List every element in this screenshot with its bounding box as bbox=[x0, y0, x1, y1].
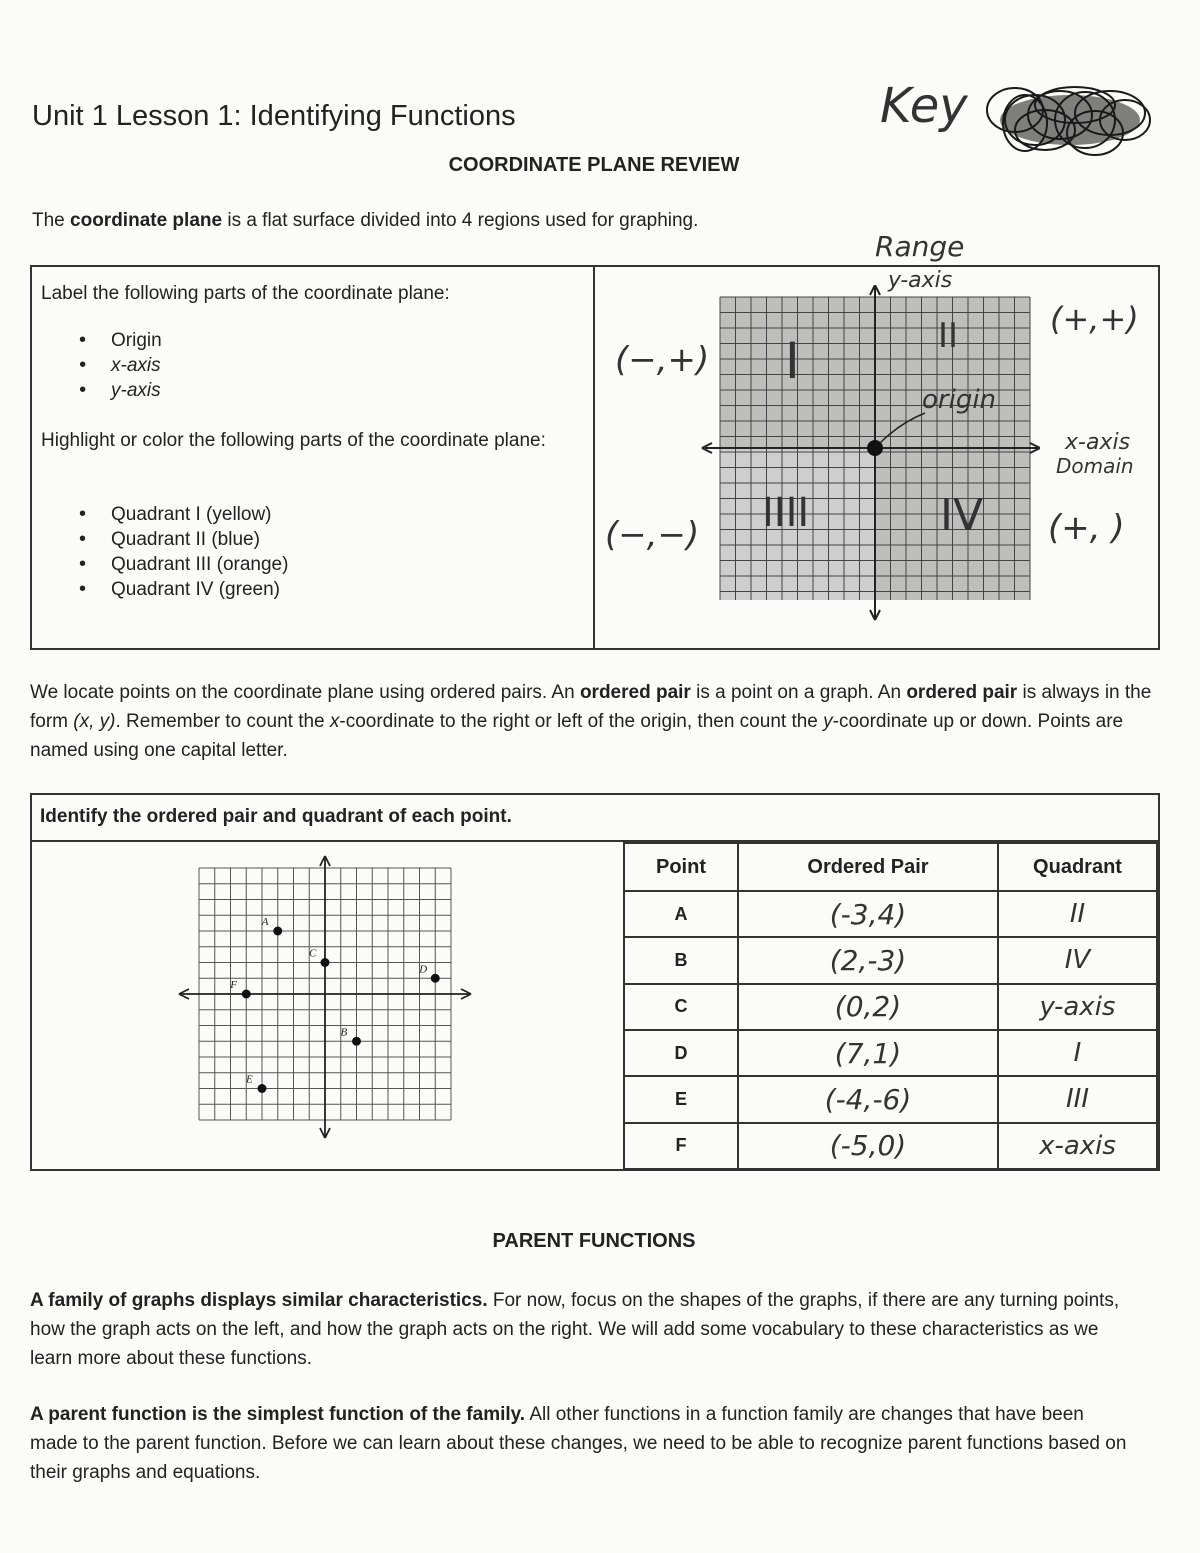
numeral-q2: I bbox=[785, 332, 800, 390]
graph-point-e bbox=[258, 1084, 267, 1093]
box-divider bbox=[593, 265, 595, 650]
point-cell: B bbox=[624, 937, 738, 983]
quadrant-cell: x-axis bbox=[998, 1123, 1157, 1169]
key-note: Key bbox=[880, 78, 968, 134]
quadrant-cell: III bbox=[998, 1076, 1157, 1122]
graph-point-label: D bbox=[419, 963, 428, 976]
list-item: • Quadrant III (orange) bbox=[41, 552, 288, 577]
pair-cell: (-5,0) bbox=[738, 1123, 998, 1169]
list-item: • Quadrant I (yellow) bbox=[41, 502, 288, 527]
identify-points-title: Identify the ordered pair and quadrant of each point. bbox=[40, 806, 512, 827]
numeral-q1: II bbox=[938, 316, 959, 356]
table-row bbox=[624, 1076, 1157, 1122]
point-cell: F bbox=[624, 1123, 738, 1169]
graph-point-label: E bbox=[246, 1073, 253, 1086]
pair-cell: (7,1) bbox=[738, 1030, 998, 1076]
pair-cell: (-4,-6) bbox=[738, 1076, 998, 1122]
q1-sign-note: (+,+) bbox=[1050, 300, 1139, 338]
table-row bbox=[624, 891, 1157, 937]
graph-point-a bbox=[273, 927, 282, 936]
point-cell: D bbox=[624, 1030, 738, 1076]
table-row bbox=[624, 984, 1157, 1030]
list-item: • Quadrant IV (green) bbox=[41, 577, 288, 602]
label-list bbox=[41, 328, 162, 403]
graph-point-label: F bbox=[230, 979, 237, 991]
graph-point-f bbox=[242, 990, 251, 999]
point-cell: E bbox=[624, 1076, 738, 1122]
ordered-pair-paragraph: We locate points on the coordinate plane using ordered pairs. An ordered pair is a point on a graph. An ordered pair is always in the form (x, y). Remember to count the x-coordinate to the right or left of the origin, then count the y-coordinate up or down. Points are named using one capital letter. bbox=[30, 682, 1152, 761]
pair-cell: (0,2) bbox=[738, 984, 998, 1030]
graph-point-c bbox=[321, 958, 330, 967]
quadrant-cell: IV bbox=[998, 937, 1157, 983]
points-table bbox=[623, 842, 1158, 1170]
list-item: • y-axis bbox=[41, 378, 162, 403]
quadrant-cell: II bbox=[998, 891, 1157, 937]
pair-cell: (-3,4) bbox=[738, 891, 998, 937]
x-axis-note: x-axis bbox=[1065, 430, 1131, 455]
graph-point-label: A bbox=[261, 916, 269, 928]
origin-note: origin bbox=[922, 385, 997, 415]
graph-point-label: B bbox=[340, 1026, 348, 1039]
quadrant-cell: I bbox=[998, 1030, 1157, 1076]
table-row bbox=[624, 1123, 1157, 1169]
coordinate-review-title: COORDINATE PLANE REVIEW bbox=[448, 154, 740, 176]
list-item: • Origin bbox=[41, 328, 162, 353]
pair-cell: (2,-3) bbox=[738, 937, 998, 983]
header-point: Point bbox=[624, 843, 738, 891]
range-note: Range bbox=[875, 230, 965, 263]
parent-function-paragraph: A parent function is the simplest function of the family. All other functions in a function family are changes that have been made to the parent function. Before we can learn about these changes, we need to be able to recognize parent functions based on their graphs and equations. bbox=[30, 1404, 1127, 1483]
numeral-q4: IV bbox=[940, 490, 984, 541]
y-axis-note: y-axis bbox=[888, 268, 953, 293]
domain-note: Domain bbox=[1056, 454, 1134, 478]
graph-point-label: C bbox=[309, 947, 317, 960]
quadrant-cell: y-axis bbox=[998, 984, 1157, 1030]
coordinate-grid-large bbox=[700, 285, 1040, 625]
highlight-list bbox=[41, 502, 288, 602]
q2-sign-note: (−,+) bbox=[615, 340, 710, 380]
list-item: • Quadrant II (blue) bbox=[41, 527, 288, 552]
graph-point-b bbox=[352, 1037, 361, 1046]
numeral-q3: IIII bbox=[762, 490, 810, 536]
q3-sign-note: (−,−) bbox=[605, 515, 700, 555]
parent-functions-title: PARENT FUNCTIONS bbox=[492, 1230, 696, 1252]
header-quadrant: Quadrant bbox=[998, 843, 1157, 891]
q4-sign-note: (+, ) bbox=[1048, 508, 1125, 548]
family-paragraph: A family of graphs displays similar characteristics. For now, focus on the shapes of the graphs, if there are any turning points, how the graph acts on the left, and how the graph acts on the right. We will add some vocabulary to these characteristics as we learn more about these functions. bbox=[30, 1290, 1120, 1369]
page-title: Unit 1 Lesson 1: Identifying Functions bbox=[32, 100, 516, 132]
highlight-instruction: Highlight or color the following parts of the coordinate plane: bbox=[41, 430, 546, 451]
list-item: • x-axis bbox=[41, 353, 162, 378]
graph-point-d bbox=[431, 974, 440, 983]
coordinate-grid-small bbox=[175, 852, 475, 1142]
point-cell: C bbox=[624, 984, 738, 1030]
label-instruction: Label the following parts of the coordinate plane: bbox=[41, 283, 450, 304]
header-ordered-pair: Ordered Pair bbox=[738, 843, 998, 891]
coordinate-intro: The coordinate plane is a flat surface divided into 4 regions used for graphing. bbox=[32, 210, 699, 231]
table-row bbox=[624, 1030, 1157, 1076]
table-header-row bbox=[624, 843, 1157, 891]
table-row bbox=[624, 937, 1157, 983]
point-cell: A bbox=[624, 891, 738, 937]
